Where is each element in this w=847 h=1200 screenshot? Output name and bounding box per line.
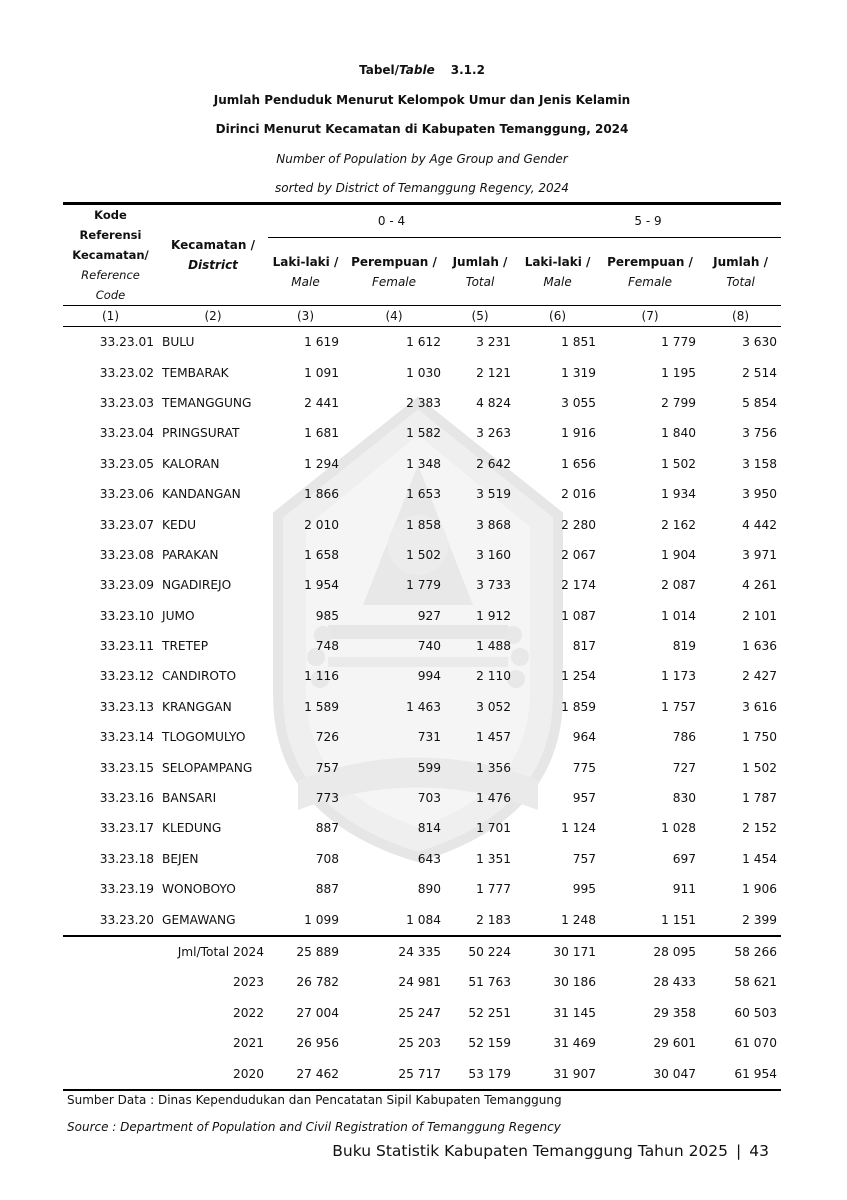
female-header-en: Female: [628, 274, 673, 289]
district-code: 33.23.20: [99, 912, 154, 927]
total-header-id: Jumlah /: [452, 254, 508, 269]
district-code: 33.23.04: [99, 426, 154, 441]
female-0-4-cell: 1 348: [406, 456, 441, 471]
district-name: KEDU: [162, 517, 196, 532]
total-0-4-header: [445, 238, 515, 306]
kode-header-line-5: Code: [95, 288, 126, 302]
total-0-4-total-cell: 53 179: [445, 1058, 515, 1089]
female-5-9-cell: 786: [672, 730, 697, 745]
total-header-id: Jumlah /: [713, 254, 768, 269]
male-0-4-header: [268, 238, 343, 306]
total-0-4-cell: 1 356: [476, 760, 512, 775]
district-name: KRANGGAN: [162, 699, 232, 714]
district-name: PRINGSURAT: [162, 426, 240, 441]
male-0-4-cell: 748: [315, 639, 339, 654]
female-0-4-cell: 599: [417, 760, 441, 775]
total-5-9-cell: 3 971: [742, 547, 778, 562]
male-0-4-cell: 726: [315, 730, 339, 745]
male-5-9-cell: 1 656: [561, 456, 597, 471]
male-0-4-cell: 1 091: [304, 365, 339, 380]
district-name: BEJEN: [162, 851, 199, 866]
male-5-9-cell: 3 055: [561, 395, 597, 410]
total-year-label: 2023: [232, 975, 264, 990]
district-code: 33.23.10: [99, 608, 154, 623]
male-0-4-total-cell: 26 956: [296, 1036, 339, 1051]
total-0-4-cell: 4 824: [476, 395, 512, 410]
table-number: 3.1.2: [450, 63, 485, 77]
district-code: 33.23.11: [99, 639, 154, 654]
female-0-4-cell: 1 463: [406, 699, 441, 714]
table-row: [63, 570, 781, 600]
female-0-4-cell: 1 030: [406, 365, 441, 380]
district-name: KALORAN: [162, 456, 220, 471]
district-name: JUMO: [162, 608, 195, 623]
total-5-9-cell: 2 427: [742, 669, 778, 684]
kode-header-line-3: Kecamatan/: [72, 248, 149, 262]
district-code: 33.23.15: [99, 760, 154, 775]
female-5-9-cell: 1 934: [661, 487, 697, 502]
total-5-9-cell: 3 630: [742, 335, 778, 350]
total-rows: [63, 936, 781, 1090]
total-year-label: Jml/Total 2024: [63, 936, 268, 967]
total-5-9-cell: 3 616: [742, 699, 778, 714]
column-number: (1): [63, 306, 158, 327]
total-0-4-cell: 1 457: [476, 730, 512, 745]
male-5-9-cell: 1 087: [561, 608, 597, 623]
district-code: 33.23.08: [99, 547, 154, 562]
district-code: 33.23.14: [99, 730, 154, 745]
population-table: [63, 202, 781, 1091]
column-number: (8): [700, 306, 781, 327]
female-0-4-cell: 1 779: [406, 578, 441, 593]
total-5-9-cell: 1 906: [742, 882, 778, 897]
total-5-9-cell: 1 502: [742, 760, 778, 775]
column-number: (4): [343, 306, 445, 327]
total-0-4-cell: 1 476: [476, 791, 512, 806]
female-5-9-cell: 1 195: [661, 365, 697, 380]
table-row: [63, 601, 781, 631]
male-5-9-total-cell: 30 171: [515, 936, 600, 967]
district-name: PARAKAN: [162, 547, 219, 562]
total-5-9-cell: 1 454: [742, 851, 778, 866]
male-0-4-total-cell: 25 889: [268, 936, 343, 967]
total-5-9-cell: 4 261: [742, 578, 778, 593]
total-0-4-cell: 1 912: [476, 608, 512, 623]
female-5-9-cell: 2 162: [661, 517, 697, 532]
male-0-4-cell: 757: [315, 760, 339, 775]
table-row: [63, 661, 781, 691]
table-row: [63, 418, 781, 448]
male-5-9-cell: 1 124: [561, 821, 597, 836]
book-title: Buku Statistik Kabupaten Temanggung Tahun 2025: [332, 1142, 729, 1160]
female-0-4-cell: 703: [417, 791, 441, 806]
table-row: [63, 844, 781, 874]
total-0-4-cell: 2 110: [476, 669, 512, 684]
female-5-9-cell: 1 502: [661, 456, 697, 471]
total-5-9-total-cell: 58 621: [734, 975, 778, 990]
column-number: (5): [445, 306, 515, 327]
female-5-9-cell: 1 151: [661, 912, 697, 927]
kode-header-line-4: Reference: [81, 268, 140, 282]
column-number: (7): [600, 306, 700, 327]
male-5-9-cell: 964: [572, 730, 597, 745]
total-5-9-total-cell: 58 266: [700, 936, 781, 967]
female-5-9-header: [600, 238, 700, 306]
district-name: NGADIREJO: [162, 578, 232, 593]
male-5-9-total-cell: 30 186: [553, 975, 597, 990]
district-code: 33.23.06: [99, 487, 154, 502]
district-code: 33.23.18: [99, 851, 154, 866]
total-header-en: Total: [726, 274, 755, 289]
total-5-9-cell: 1 787: [742, 791, 778, 806]
table-number-line: [63, 60, 781, 90]
kode-header: [63, 204, 158, 306]
total-row: [63, 936, 781, 967]
total-0-4-cell: 2 642: [476, 456, 512, 471]
male-5-9-cell: 2 280: [561, 517, 597, 532]
kode-header-line-2: Referensi: [79, 228, 142, 242]
total-5-9-cell: 2 399: [742, 912, 778, 927]
male-5-9-cell: 1 248: [561, 912, 597, 927]
female-5-9-cell: 1 904: [661, 547, 697, 562]
total-0-4-cell: 3 733: [476, 578, 512, 593]
district-code: 33.23.07: [99, 517, 154, 532]
male-5-9-cell: 2 067: [561, 547, 597, 562]
male-5-9-cell: 1 916: [561, 426, 597, 441]
table-row: [63, 631, 781, 661]
male-0-4-cell: 773: [315, 791, 339, 806]
district-code: 33.23.02: [99, 365, 154, 380]
female-5-9-cell: 727: [672, 760, 697, 775]
male-5-9-cell: 995: [572, 882, 597, 897]
total-0-4-cell: 3 868: [476, 517, 512, 532]
female-5-9-total-cell: 30 047: [600, 1058, 700, 1089]
male-5-9-header: [515, 238, 600, 306]
male-5-9-cell: 757: [572, 851, 597, 866]
total-5-9-cell: 2 152: [742, 821, 778, 836]
total-5-9-cell: 2 101: [742, 608, 778, 623]
female-0-4-total-cell: 25 203: [398, 1036, 441, 1051]
male-5-9-cell: 1 319: [561, 365, 597, 380]
female-0-4-cell: 1 502: [406, 547, 441, 562]
district-code: 33.23.03: [99, 395, 154, 410]
district-code: 33.23.05: [99, 456, 154, 471]
female-0-4-cell: 927: [417, 608, 441, 623]
female-5-9-cell: 1 779: [661, 335, 697, 350]
male-5-9-cell: 775: [572, 760, 597, 775]
district-name: KLEDUNG: [162, 821, 222, 836]
female-5-9-cell: 2 087: [661, 578, 697, 593]
female-5-9-total-cell: 29 358: [653, 1005, 697, 1020]
district-name: GEMAWANG: [162, 912, 236, 927]
total-0-4-cell: 2 183: [476, 912, 512, 927]
district-code: 33.23.12: [99, 669, 154, 684]
district-name: CANDIROTO: [162, 669, 237, 684]
female-5-9-cell: 1 014: [661, 608, 697, 623]
title-line-2: Dirinci Menurut Kecamatan di Kabupaten Temanggung, 2024: [215, 122, 629, 136]
female-0-4-cell: 814: [417, 821, 441, 836]
total-5-9-cell: 4 442: [742, 517, 778, 532]
female-0-4-cell: 890: [417, 882, 441, 897]
total-0-4-total-cell: 50 224: [445, 936, 515, 967]
total-header-en: Total: [465, 274, 495, 289]
male-0-4-cell: 1 294: [304, 456, 339, 471]
male-5-9-cell: 1 859: [561, 699, 597, 714]
male-header-en: Male: [291, 274, 320, 289]
female-header-en: Female: [371, 274, 417, 289]
female-5-9-cell: 830: [672, 791, 697, 806]
district-code: 33.23.01: [99, 335, 154, 350]
title-line-4: sorted by District of Temanggung Regency, 2024: [275, 181, 569, 195]
footer-separator: |: [736, 1142, 742, 1160]
total-5-9-cell: 3 756: [742, 426, 778, 441]
female-5-9-cell: 1 173: [661, 669, 697, 684]
male-5-9-total-cell: 31 907: [515, 1058, 600, 1089]
district-code: 33.23.13: [99, 699, 154, 714]
total-0-4-cell: 1 488: [476, 639, 512, 654]
district-code: 33.23.17: [99, 821, 154, 836]
female-header-id: Perempuan /: [351, 254, 437, 269]
total-5-9-cell: 5 854: [742, 395, 778, 410]
district-name: BULU: [162, 335, 195, 350]
female-0-4-cell: 2 383: [406, 395, 441, 410]
female-5-9-cell: 1 840: [661, 426, 697, 441]
total-0-4-total-cell: 52 159: [468, 1036, 512, 1051]
male-0-4-cell: 1 681: [304, 426, 339, 441]
table-row: [63, 783, 781, 813]
female-0-4-cell: 643: [417, 851, 441, 866]
source-note-en: Source : Department of Population and Civil Registration of Temanggung Regency: [67, 1120, 561, 1134]
female-5-9-total-cell: 28 095: [600, 936, 700, 967]
total-0-4-cell: 3 231: [476, 335, 512, 350]
district-name: TLOGOMULYO: [162, 730, 246, 745]
age-group-5-9-header: 5 - 9: [634, 214, 662, 229]
female-5-9-cell: 911: [672, 882, 697, 897]
male-5-9-cell: 817: [572, 639, 597, 654]
kode-header-line-1: Kode: [94, 208, 127, 222]
total-0-4-total-cell: 52 251: [468, 1005, 512, 1020]
male-header-id: Laki-laki /: [524, 254, 591, 269]
total-0-4-cell: 1 777: [476, 882, 512, 897]
female-5-9-cell: 697: [672, 851, 697, 866]
female-5-9-cell: 1 757: [661, 699, 697, 714]
table-row: [63, 813, 781, 843]
female-header-id: Perempuan /: [607, 254, 693, 269]
total-row: [63, 998, 781, 1028]
district-name: WONOBOYO: [162, 882, 236, 897]
male-5-9-cell: 1 851: [561, 335, 597, 350]
male-0-4-cell: 1 866: [304, 487, 339, 502]
female-5-9-total-cell: 29 601: [653, 1036, 697, 1051]
male-5-9-cell: 2 016: [561, 487, 597, 502]
female-0-4-total-cell: 24 981: [398, 975, 441, 990]
female-5-9-cell: 1 028: [661, 821, 697, 836]
male-0-4-cell: 2 010: [304, 517, 339, 532]
district-code: 33.23.09: [99, 578, 154, 593]
male-0-4-cell: 887: [315, 821, 339, 836]
total-5-9-cell: 1 636: [742, 639, 778, 654]
male-0-4-total-cell: 27 004: [296, 1005, 339, 1020]
male-5-9-cell: 1 254: [561, 669, 597, 684]
male-0-4-cell: 1 116: [304, 669, 339, 684]
male-5-9-total-cell: 31 469: [553, 1036, 597, 1051]
male-0-4-cell: 708: [315, 851, 339, 866]
table-row: [63, 479, 781, 509]
female-5-9-total-cell: 28 433: [653, 975, 697, 990]
column-number: (6): [515, 306, 600, 327]
female-0-4-cell: 731: [417, 730, 441, 745]
male-0-4-cell: 2 441: [304, 395, 339, 410]
district-code: 33.23.19: [99, 882, 154, 897]
source-note-id: Sumber Data : Dinas Kependudukan dan Pencatatan Sipil Kabupaten Temanggung: [67, 1093, 562, 1107]
page-number: 43: [749, 1142, 769, 1160]
district-name: TRETEP: [162, 639, 209, 654]
table-row: [63, 388, 781, 418]
title-line-1: Jumlah Penduduk Menurut Kelompok Umur dan Jenis Kelamin: [213, 92, 631, 107]
female-0-4-cell: 1 582: [406, 426, 441, 441]
district-header-en: District: [188, 258, 238, 272]
male-0-4-cell: 1 099: [304, 912, 339, 927]
table-row: [63, 692, 781, 722]
district-name: TEMANGGUNG: [162, 395, 252, 410]
table-row: [63, 722, 781, 752]
table-row: [63, 509, 781, 539]
district-name: BANSARI: [162, 791, 217, 806]
female-0-4-cell: 1 612: [406, 335, 441, 350]
male-header-id: Laki-laki /: [272, 254, 339, 269]
male-5-9-total-cell: 31 145: [553, 1005, 597, 1020]
column-number: (2): [158, 306, 268, 327]
table-row: [63, 904, 781, 935]
female-0-4-header: [343, 238, 445, 306]
total-0-4-total-cell: 51 763: [468, 975, 512, 990]
female-0-4-cell: 1 653: [406, 487, 441, 502]
title-line-3: Number of Population by Age Group and Gender: [276, 151, 568, 166]
total-0-4-cell: 3 263: [476, 426, 512, 441]
total-5-9-total-cell: 61 070: [734, 1036, 778, 1051]
total-year-label: 2021: [232, 1036, 264, 1051]
female-0-4-cell: 740: [417, 639, 441, 654]
district-code: 33.23.16: [99, 791, 154, 806]
age-group-0-4-header: 0 - 4: [377, 214, 406, 229]
total-5-9-total-cell: 60 503: [734, 1005, 778, 1020]
total-5-9-cell: 3 950: [742, 487, 778, 502]
table-row: [63, 449, 781, 479]
total-5-9-cell: 2 514: [742, 365, 778, 380]
column-number: (3): [268, 306, 343, 327]
table-label-id: Tabel/: [359, 63, 400, 77]
total-0-4-cell: 3 052: [476, 699, 512, 714]
male-0-4-cell: 1 589: [304, 699, 339, 714]
female-0-4-cell: 1 084: [406, 912, 441, 927]
male-0-4-cell: 887: [315, 882, 339, 897]
total-year-label: 2022: [232, 1005, 264, 1020]
female-0-4-cell: 1 858: [406, 517, 441, 532]
male-0-4-cell: 1 954: [304, 578, 339, 593]
district-name: KANDANGAN: [162, 487, 241, 502]
female-0-4-total-cell: 25 717: [343, 1058, 445, 1089]
table-row: [63, 752, 781, 782]
table-title-block: [63, 60, 781, 208]
total-0-4-cell: 3 519: [476, 487, 512, 502]
total-row: [63, 967, 781, 997]
total-0-4-cell: 2 121: [476, 365, 512, 380]
female-0-4-total-cell: 24 335: [343, 936, 445, 967]
column-number-row: [63, 306, 781, 327]
male-header-en: Male: [543, 274, 572, 289]
district-name: TEMBARAK: [162, 365, 229, 380]
male-0-4-cell: 1 658: [304, 547, 339, 562]
female-0-4-cell: 994: [417, 669, 441, 684]
male-5-9-cell: 2 174: [561, 578, 597, 593]
total-row: [63, 1028, 781, 1058]
male-0-4-total-cell: 27 462: [268, 1058, 343, 1089]
total-5-9-cell: 3 158: [742, 456, 778, 471]
page-footer: [332, 1142, 769, 1160]
total-5-9-header: [700, 238, 781, 306]
female-5-9-cell: 819: [672, 639, 697, 654]
male-0-4-total-cell: 26 782: [296, 975, 339, 990]
total-0-4-cell: 1 701: [476, 821, 512, 836]
female-0-4-total-cell: 25 247: [398, 1005, 441, 1020]
male-0-4-cell: 1 619: [304, 335, 339, 350]
table-label-en: Table: [399, 63, 435, 77]
total-year-label: 2020: [63, 1058, 268, 1089]
total-0-4-cell: 3 160: [476, 547, 512, 562]
table-row: [63, 327, 781, 358]
total-5-9-total-cell: 61 954: [700, 1058, 781, 1089]
district-header-id: Kecamatan /: [171, 238, 255, 252]
total-row: [63, 1058, 781, 1089]
district-name: SELOPAMPANG: [162, 760, 253, 775]
table-row: [63, 357, 781, 387]
table-row: [63, 874, 781, 904]
district-header: [158, 204, 268, 306]
male-5-9-cell: 957: [572, 791, 597, 806]
male-0-4-cell: 985: [315, 608, 339, 623]
female-5-9-cell: 2 799: [661, 395, 697, 410]
total-0-4-cell: 1 351: [476, 851, 512, 866]
district-rows: [63, 327, 781, 936]
table-row: [63, 540, 781, 570]
total-5-9-cell: 1 750: [742, 730, 778, 745]
